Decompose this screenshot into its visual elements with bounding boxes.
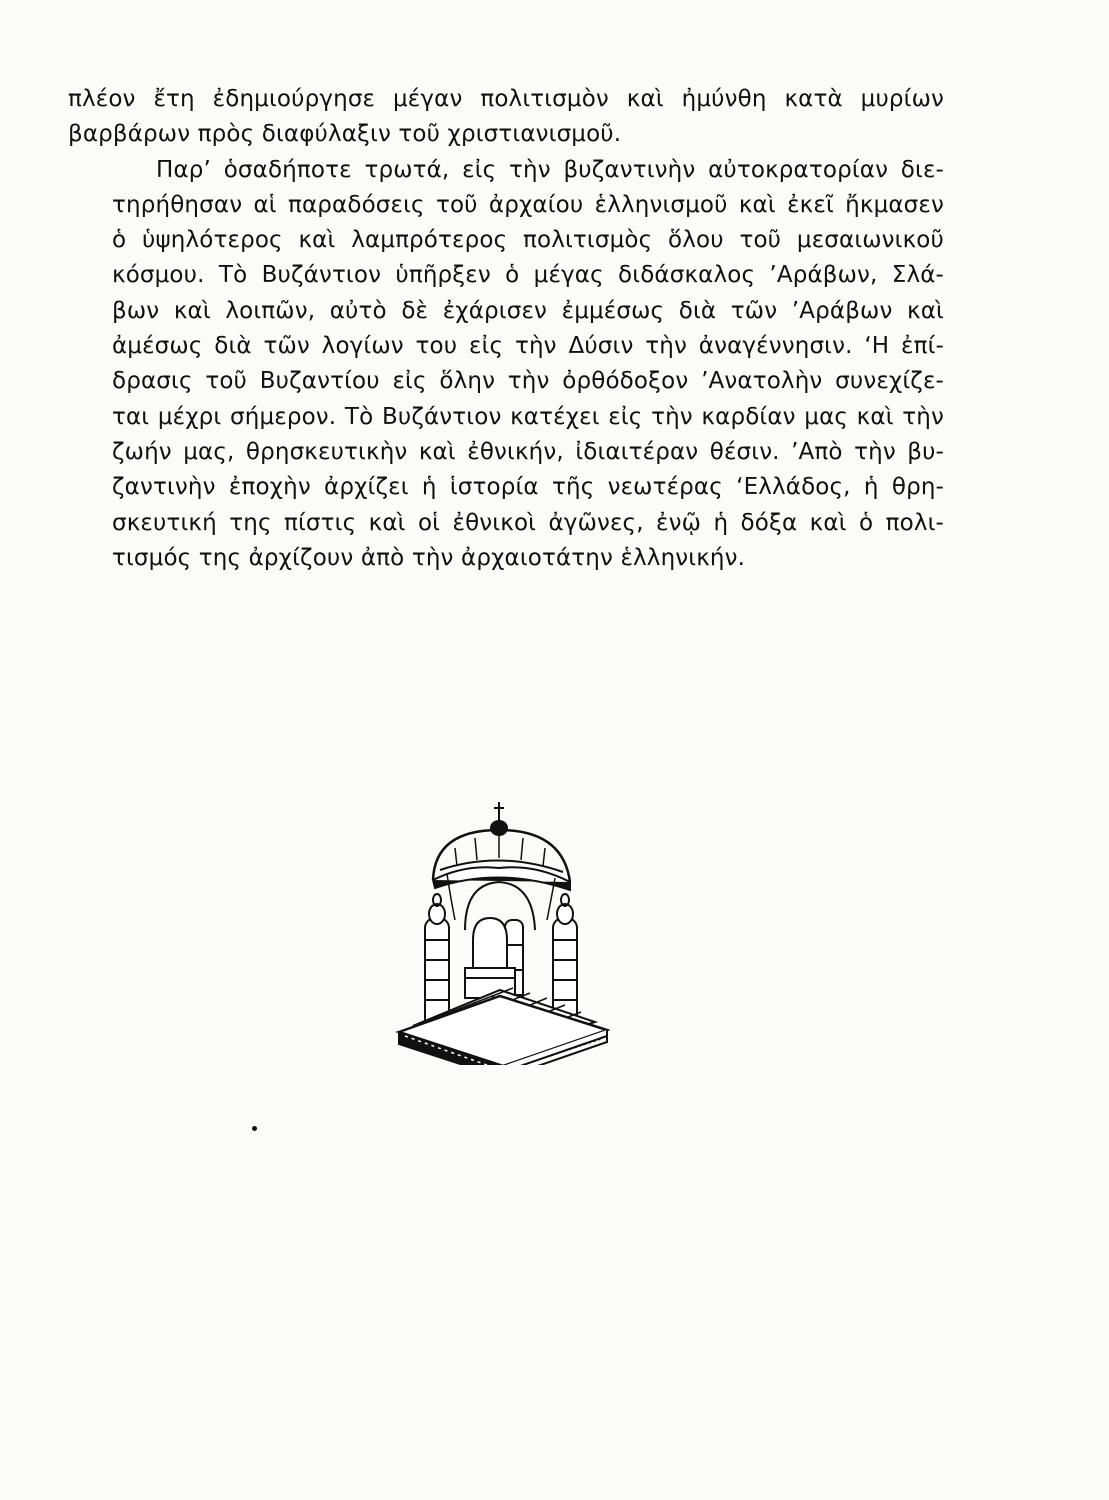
body-text [68,82,944,576]
text-line: σκευτική της πίστις καὶ οἱ ἐθνικοὶ ἀγῶνες, ἐνῷ ἡ δόξα καὶ ὁ πολι- [112,509,944,536]
paragraph-2 [68,153,944,577]
text-line: βαρβάρων πρὸς διαφύλαξιν τοῦ χριστιανισμοῦ. [68,121,622,148]
text-line: ται μέχρι σήμερον. Τὸ Βυζάντιον κατέχει εἰς τὴν καρδίαν μας καὶ τὴν [112,403,944,430]
text-line: ἀμέσως διὰ τῶν λογίων του εἰς τὴν Δύσιν τὴν ἀναγέννησιν. ‘Η ἐπί- [112,333,944,360]
ink-speck [252,1126,257,1131]
text-line: ζωήν μας, θρησκευτικὴν καὶ ἐθνικήν, ἰδιαιτέραν θέσιν. ’Απὸ τὴν βυ- [112,438,944,465]
text-line: τισμός της ἀρχίζουν ἀπὸ τὴν ἀρχαιοτάτην ἑλληνικήν. [112,544,746,571]
text-line: πλέον ἔτη ἐδημιούργησε μέγαν πολιτισμὸν καὶ ἠμύνθη κατὰ μυρίων [68,86,944,112]
text-line: τηρήθησαν αἱ παραδόσεις τοῦ ἀρχαίου ἑλληνισμοῦ καὶ ἐκεῖ ἤκμασεν [112,191,944,218]
text-line: ζαντινὴν ἐποχὴν ἀρχίζει ἡ ἱστορία τῆς νεωτέρας ‘Ελλάδος, ἡ θρη- [112,474,944,501]
text-line: βων καὶ λοιπῶν, αὐτὸ δὲ ἐχάρισεν ἐμμέσως διὰ τῶν ’Αράβων καὶ [112,297,944,324]
text-line: δρασις τοῦ Βυζαντίου εἰς ὅλην τὴν ὀρθόδοξον ’Ανατολὴν συνεχίζε- [112,368,944,395]
paragraph-1 [68,82,944,153]
text-line: κόσμου. Τὸ Βυζάντιον ὑπῆρξεν ὁ μέγας διδάσκαλος ’Αράβων, Σλά- [112,262,944,289]
text-line: ὁ ὑψηλότερος καὶ λαμπρότερος πολιτισμὸς ὅλου τοῦ μεσαιωνικοῦ [112,227,944,254]
text-line: Παρ’ ὁσαδήποτε τρωτά, εἰς τὴν βυζαντινὴν αὐτοκρατορίαν διε- [156,156,944,183]
byzantine-throne-canopy-icon [395,800,610,1065]
